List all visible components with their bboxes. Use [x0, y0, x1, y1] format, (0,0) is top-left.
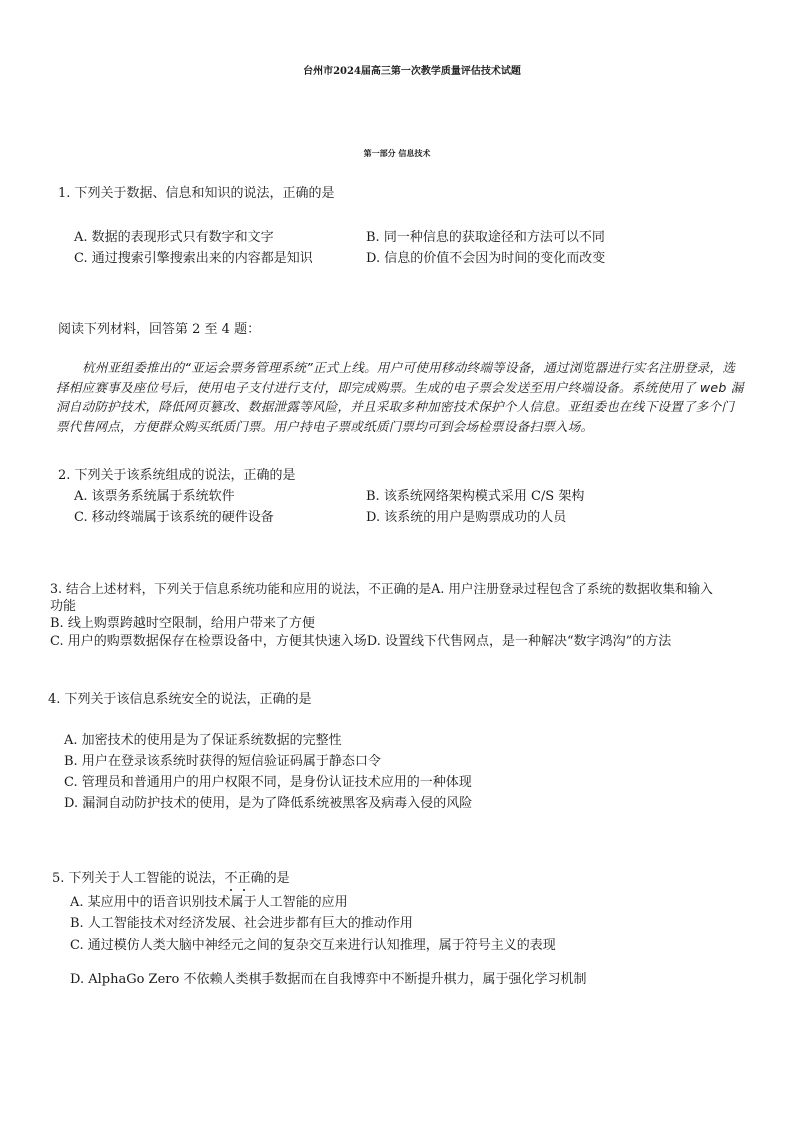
- question-3-line-1: 3. 结合上述材料，下列关于信息系统功能和应用的说法，不正确的是A. 用户注册登录过程包含了系统的数据收集和输入: [50, 581, 713, 596]
- question-3-line-2: 功能: [50, 599, 77, 614]
- question-4-option-d: D. 漏洞自动防护技术的使用，是为了降低系统被黑客及病毒入侵的风险: [64, 796, 473, 811]
- question-4-stem: 4. 下列关于该信息系统安全的说法，正确的是: [48, 692, 312, 707]
- question-1-option-c: C. 通过搜索引擎搜索出来的内容都是知识: [74, 251, 313, 266]
- section-heading: 第一部分 信息技术: [363, 149, 431, 158]
- reading-material: 杭州亚组委推出的“亚运会票务管理系统”正式上线。用户可使用移动终端等设备，通过浏览器进行实名注册登录，选择相应赛事及座位号后，使用电子支付进行支付，即完成购票。生成的电子票会发送至用户终端设备。系统使用了 web 漏洞自动防护技术，降低网页篡改、数据泄露等风险，并且采取多种加密技术保护个人信息。亚组委也在线下设置了多个门票代售网点，方便群众购买纸质门票。用户持电子票或纸质门票均可到会场检票设备扫票入场。: [56, 360, 744, 434]
- question-5-emphasis-zheng: 正: [237, 871, 251, 886]
- question-4-option-b: B. 用户在登录该系统时获得的短信验证码属于静态口令: [64, 754, 381, 769]
- question-1-stem: 1. 下列关于数据、信息和知识的说法，正确的是: [58, 186, 335, 201]
- question-3-line-3: B. 线上购票跨越时空限制，给用户带来了方便: [50, 616, 315, 631]
- question-2-option-c: C. 移动终端属于该系统的硬件设备: [74, 510, 274, 525]
- question-1-option-a: A. 数据的表现形式只有数字和文字: [74, 230, 274, 245]
- question-5-stem-post: 确的是: [250, 871, 290, 886]
- question-2-option-b: B. 该系统网络架构模式采用 C/S 架构: [366, 489, 585, 504]
- reading-intro: 阅读下列材料，回答第 2 至 4 题：: [58, 322, 261, 337]
- question-2-option-a: A. 该票务系统属于系统软件: [74, 489, 235, 504]
- question-5-emphasis-no: 不: [224, 871, 238, 886]
- question-5-option-d: D. AlphaGo Zero 不依赖人类棋手数据而在自我博弈中不断提升棋力，属于强化学习机制: [70, 972, 587, 987]
- exam-title: 台州市2024届高三第一次教学质量评估技术试题: [303, 66, 521, 77]
- question-5-option-c: C. 通过模仿人类大脑中神经元之间的复杂交互来进行认知推理，属于符号主义的表现: [70, 938, 556, 953]
- question-5-stem: [52, 867, 290, 886]
- question-2-stem: 2. 下列关于该系统组成的说法，正确的是: [58, 468, 296, 483]
- question-5-option-a: A. 某应用中的语音识别技术属于人工智能的应用: [70, 895, 348, 910]
- question-3-line-4: C. 用户的购票数据保存在检票设备中，方便其快速入场D. 设置线下代售网点，是一种解决“数字鸿沟”的方法: [50, 634, 672, 649]
- question-1-option-d: D. 信息的价值不会因为时间的变化而改变: [366, 251, 606, 266]
- question-5-stem-pre: 5. 下列关于人工智能的说法，: [52, 871, 225, 886]
- question-1-option-b: B. 同一种信息的获取途径和方法可以不同: [366, 230, 605, 245]
- question-2-option-d: D. 该系统的用户是购票成功的人员: [366, 510, 567, 525]
- question-4-option-a: A. 加密技术的使用是为了保证系统数据的完整性: [64, 733, 342, 748]
- question-5-option-b: B. 人工智能技术对经济发展、社会进步都有巨大的推动作用: [70, 916, 413, 931]
- question-4-option-c: C. 管理员和普通用户的用户权限不同，是身份认证技术应用的一种体现: [64, 775, 472, 790]
